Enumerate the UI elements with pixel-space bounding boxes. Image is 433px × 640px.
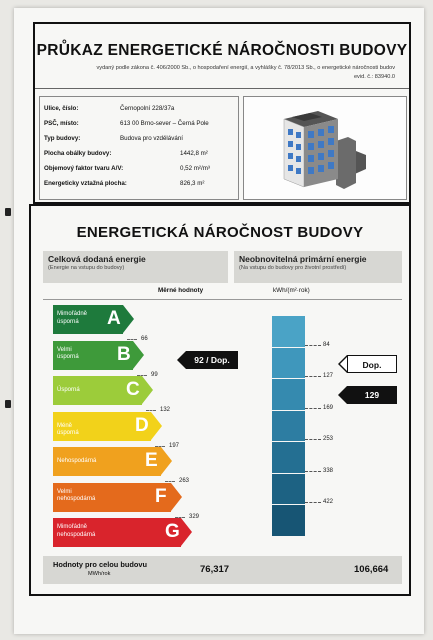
- info-value: 826,3 m²: [180, 180, 205, 187]
- class-label: [57, 423, 79, 438]
- class-threshold: 132: [160, 407, 171, 413]
- class-label-line: Mimořádně: [57, 524, 88, 530]
- specific-values-unit: kWh/(m²·rok): [273, 287, 310, 294]
- class-letter: F: [155, 485, 167, 507]
- certificate-header-box: [33, 22, 411, 204]
- rating-title: ENERGETICKÁ NÁROČNOST BUDOVY: [76, 224, 364, 241]
- class-arrow-tip: [151, 412, 162, 440]
- primary-scale-segment: [272, 379, 305, 410]
- class-label-line: Velmi: [57, 488, 72, 495]
- delivered-badge-pointer: [177, 351, 186, 369]
- primary-threshold-line: [305, 471, 321, 472]
- class-threshold: 329: [189, 513, 200, 520]
- primary-energy-title: Neobnovitelná primární energie: [239, 254, 367, 264]
- class-letter: C: [126, 379, 140, 400]
- legal-basis: vydaný podle zákona č. 406/2000 Sb., o hospodaření energií, a vyhlášky č. 78/2013 Sb., o energetické náročnosti budov: [96, 65, 395, 71]
- class-letter: G: [165, 521, 180, 542]
- class-letter: B: [117, 343, 131, 365]
- building-icon: [244, 97, 406, 199]
- info-label: Plocha obálky budovy:: [44, 150, 112, 157]
- specific-values-label: Měrné hodnoty: [158, 287, 204, 294]
- class-arrow-tip: [161, 447, 172, 475]
- primary-threshold: 422: [323, 499, 334, 505]
- class-label: [57, 458, 96, 466]
- primary-badge-pointer: [338, 386, 347, 404]
- primary-energy-badge: 129: [347, 386, 397, 404]
- binder-hole: [5, 208, 11, 216]
- primary-threshold-line: [305, 439, 321, 440]
- class-label-line: úsporná: [57, 354, 79, 360]
- info-value: Budova pro vzdělávání: [120, 135, 183, 142]
- class-label-line: Méně úsporná: [57, 422, 79, 436]
- primary-threshold: 127: [323, 373, 334, 379]
- primary-threshold-line: [305, 408, 321, 409]
- info-label: Ulice, číslo:: [44, 105, 79, 112]
- info-label: Energeticky vztažná plocha:: [44, 180, 127, 187]
- class-label-line: Mimořádně: [57, 311, 88, 317]
- primary-energy-header: [234, 251, 402, 283]
- primary-energy-subtitle: (Na vstupu do budovy pro životní prostředí): [239, 265, 347, 271]
- primary-scale-segment: [272, 474, 305, 505]
- energy-rating-box: [29, 204, 411, 596]
- class-label: [57, 524, 95, 539]
- class-arrow-tip: [181, 518, 192, 546]
- info-value: 613 00 Brno-sever – Černá Pole: [120, 120, 209, 127]
- primary-scale-segment: [272, 505, 305, 536]
- whole-building-totals: [43, 556, 402, 584]
- info-label: Typ budovy:: [44, 135, 81, 142]
- info-label: PSČ, místo:: [44, 120, 79, 127]
- delivered-energy-header: [43, 251, 228, 283]
- primary-threshold: 338: [323, 467, 334, 474]
- totals-unit: MWh/rok: [88, 571, 111, 577]
- class-arrow-tip: [171, 483, 182, 511]
- class-arrow-tip: [133, 341, 144, 369]
- delivered-energy-subtitle: (Energie na vstupu do budovy): [48, 265, 125, 271]
- building-info-table: [39, 96, 239, 200]
- specific-values-row: [43, 287, 402, 298]
- class-letter: A: [107, 308, 121, 329]
- primary-threshold: 169: [323, 404, 334, 411]
- class-threshold: 66: [141, 336, 148, 342]
- primary-threshold-line: [305, 345, 321, 346]
- class-threshold: 99: [151, 371, 158, 378]
- certificate-title: PRŮKAZ ENERGETICKÉ NÁROČNOSTI BUDOVY: [36, 42, 408, 59]
- class-label-line: úsporná: [57, 318, 79, 325]
- class-threshold: 197: [169, 442, 180, 449]
- primary-scale-segment: [272, 442, 305, 473]
- class-label-line: nehospodárná: [57, 496, 96, 502]
- primary-scale-segment: [272, 411, 305, 442]
- class-label-line: Velmi: [57, 346, 72, 353]
- class-label: [57, 347, 79, 362]
- class-label-line: Nehospodárná: [57, 458, 97, 464]
- info-label: Objemový faktor tvaru A/V:: [44, 165, 124, 172]
- class-threshold: 263: [179, 478, 190, 484]
- primary-threshold-line: [305, 502, 321, 503]
- reference-value-badge: Dop.: [347, 355, 397, 373]
- class-label: [57, 387, 80, 395]
- primary-threshold-line: [305, 376, 321, 377]
- certificate-subtitle: [96, 64, 395, 82]
- delivered-energy-title: Celková dodaná energie: [48, 254, 146, 264]
- certificate-page: [14, 8, 424, 634]
- building-illustration: [243, 96, 407, 200]
- evidence-number: evid. č.: 83940.0: [353, 74, 395, 80]
- class-label-line: nehospodárná: [57, 531, 96, 538]
- total-primary-energy: 106,664: [354, 564, 389, 575]
- class-label-line: Úsporná: [57, 387, 80, 393]
- class-arrow-tip: [142, 376, 153, 404]
- class-letter: D: [135, 414, 149, 436]
- class-letter: E: [145, 450, 158, 471]
- divider: [43, 299, 402, 300]
- info-value: Černopolní 228/37a: [120, 105, 175, 112]
- class-label: [57, 311, 87, 326]
- divider: [35, 88, 409, 89]
- info-value: 0,52 m²/m³: [180, 165, 210, 172]
- total-delivered-energy: 76,317: [200, 564, 230, 575]
- primary-threshold: 84: [323, 341, 330, 348]
- primary-threshold: 253: [323, 436, 334, 442]
- binder-hole: [5, 400, 11, 408]
- delivered-energy-badge: 92 / Dop.: [186, 351, 238, 369]
- totals-label: Hodnoty pro celou budovu: [53, 560, 148, 569]
- info-value: 1442,8 m²: [180, 150, 208, 157]
- primary-scale-segment: [272, 348, 305, 379]
- class-label: [57, 489, 95, 504]
- primary-scale-segment: [272, 316, 305, 347]
- class-arrow-tip: [123, 305, 134, 333]
